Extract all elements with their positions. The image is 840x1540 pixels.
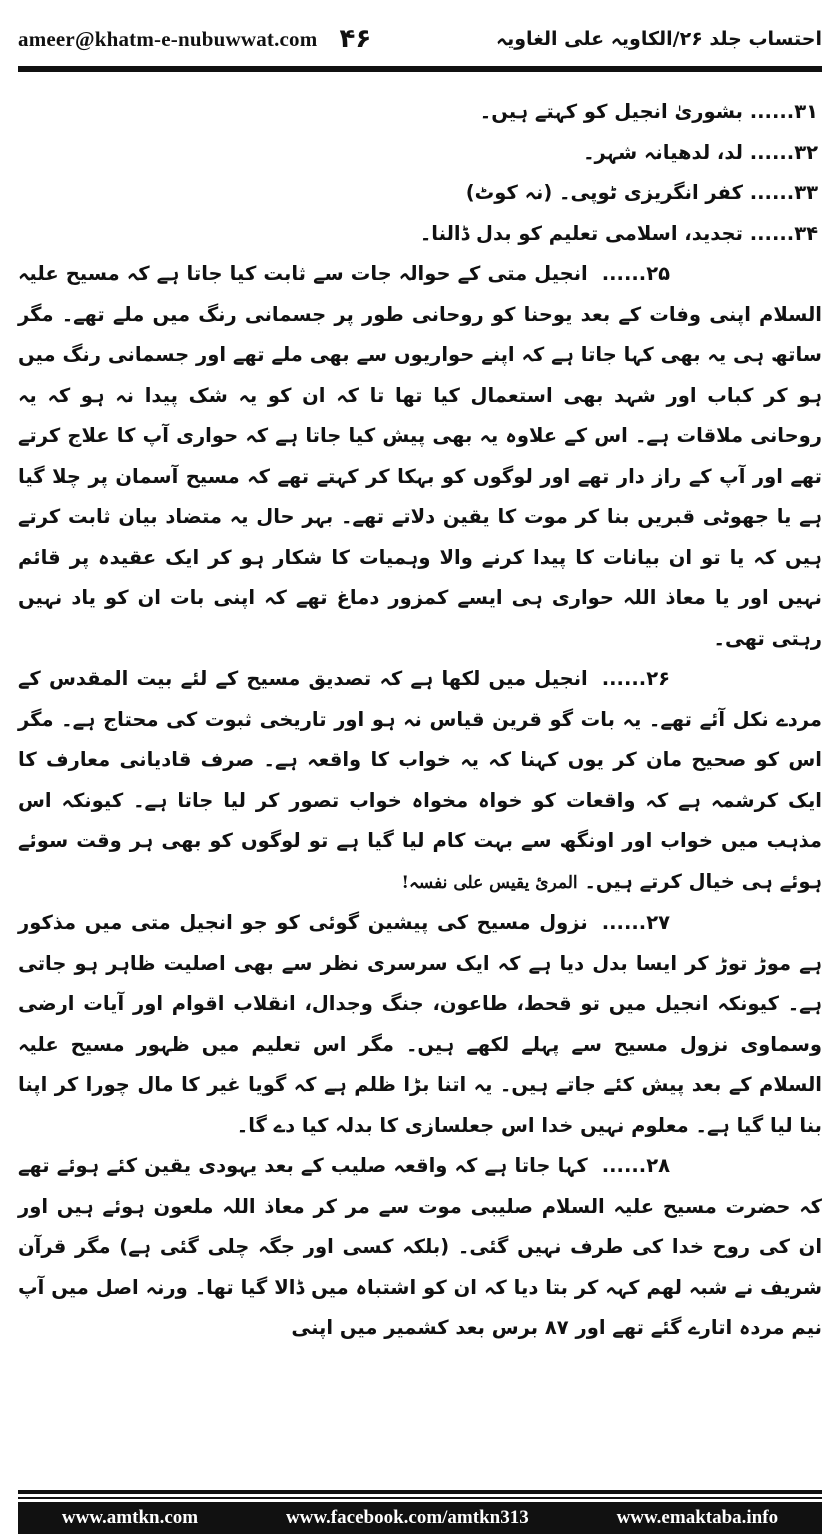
paragraph-number: ۲۶......: [601, 667, 670, 690]
item-text: لد، لدھیانہ شہر۔: [583, 140, 743, 164]
footer-rule: [18, 1490, 822, 1494]
header-left: [18, 24, 371, 54]
item-text: بشوریٰ انجیل کو کہتے ہیں۔: [479, 100, 743, 123]
page-body: [18, 92, 822, 1349]
list-item: [18, 133, 822, 174]
item-text: تجدید، اسلامی تعلیم کو بدل ڈالنا۔: [419, 221, 743, 245]
paragraph-26: [18, 659, 822, 903]
paragraph-number: ۲۷......: [601, 911, 670, 934]
footer-rule-thin: [18, 1497, 822, 1499]
list-item: [18, 214, 822, 255]
footer-link-facebook[interactable]: www.facebook.com/amtkn313: [285, 1507, 529, 1528]
paragraph-text: نزول مسیح کی پیشین گوئی کو جو انجیل متی میں مذکور ہے موڑ توڑ کر ایسا بدل دیا ہے کہ ایک سرسری نظر سے بھی اصلیت ظاہر ہو جاتی ہے۔ کیونکہ انجیل میں تو قحط، طاعون، جنگ وجدال، انقلاب اقوام اور آیات ارضی وسماوی نزول مسیح سے پہلے لکھے ہیں۔ مگر اس تعلیم میں ظہور مسیح علیہ السلام کے بعد پیش کئے جاتے ہیں۔ یہ اتنا بڑا ظلم ہے کہ گویا غیر کا مال چورا کر اپنا بنا لیا گیا ہے۔ معلوم نہیں خدا اس جعلسازی کا بدلہ کیا دے گا۔: [18, 911, 822, 1137]
page-footer: [18, 1502, 822, 1534]
page-header: [18, 18, 822, 60]
item-number: ۳۲......: [749, 140, 818, 164]
paragraph-text: انجیل متی کے حوالہ جات سے ثابت کیا جاتا ہے کہ مسیح علیہ السلام اپنی وفات کے بعد یوحنا کو روحانی طور پر جسمانی رنگ میں ملے تھے۔ مگر ساتھ ہی یہ بھی کہا جاتا ہے کہ اپنے حواریوں سے بھی ملے تھے اور جسمانی رنگ میں ہو کر کباب اور شہد بھی استعمال کیا تھا تا کہ ان کو یہ شک پیدا نہ ہو کہ یہ روحانی ملاقات ہے۔ اس کے علاوہ یہ بھی پیش کیا جاتا ہے کہ حواری آپ کا علاج کرتے تھے اور آپ کے راز دار تھے اور لوگوں کو بہکا کر کہتے تھے کہ مسیح آسمان پر چلا گیا ہے یا جھوٹی قبریں بنا کر موت کا یقین دلاتے تھے۔ بہر حال یہ متضاد بیان ثابت کرتے ہیں کہ یا تو ان بیانات کا پیدا کرنے والا وہمیات کا شکار ہو کر ایک عقیدہ پر قائم نہیں اور یا معاذ اللہ حواری ہی ایسے کمزور دماغ تھے کہ اپنی بات ان کو یاد نہیں رہتی تھی۔: [18, 262, 822, 650]
paragraph-28: [18, 1146, 822, 1349]
item-number: ۳۳......: [749, 181, 818, 204]
arabic-proverb: المرئ یقیس علی نفسہ!: [401, 872, 578, 893]
paragraph-text: انجیل میں لکھا ہے کہ تصدیق مسیح کے لئے بیت المقدس کے مردے نکل آئے تھے۔ یہ بات گو قرین قیاس نہ ہو اور تاریخی ثبوت کی محتاج ہے۔ مگر اس کو صحیح مان کر یوں کہنا کہ یہ خواب کا واقعہ ہے۔ صرف قادیانی معارف کا ایک کرشمہ ہے کہ واقعات کو خواہ مخواہ خواب تصور کر لیا جاتا ہے۔ کیونکہ اس مذہب میں خواب اور اونگھ سے بہت کام لیا گیا ہے تو لوگوں کو بھی ہر وقت سوئے ہوئے ہی خیال کرتے ہیں۔: [18, 667, 822, 893]
footer-link-emaktaba[interactable]: www.emaktaba.info: [616, 1507, 779, 1528]
header-rule: [18, 66, 822, 72]
item-number: ۳۱......: [749, 100, 818, 123]
item-text: کفر انگریزی ٹوپی۔ (نہ کوٹ): [465, 181, 743, 204]
list-item: [18, 92, 822, 133]
paragraph-25: [18, 254, 822, 659]
page-number: ۴۶: [339, 24, 372, 54]
running-title: احتساب جلد ۲۶/الکاویہ علی الغاویہ: [495, 28, 822, 50]
header-email[interactable]: ameer@khatm-e-nubuwwat.com: [18, 26, 318, 51]
paragraph-text: کہا جاتا ہے کہ واقعہ صلیب کے بعد یہودی یقین کئے ہوئے تھے کہ حضرت مسیح علیہ السلام صلیبی موت سے مر کر معاذ اللہ ملعون ہوئے ہیں اور ان کی روح خدا کی طرف نہیں گئی۔ (بلکہ کسی اور جگہ چلی گئی ہے) مگر قرآن شریف نے شبہ لھم کہہ کر بتا دیا کہ ان کو اشتباہ میں ڈالا گیا تھا۔ ورنہ اصل میں آپ نیم مردہ اتارے گئے تھے اور ۸۷ برس بعد کشمیر میں اپنی: [18, 1154, 822, 1339]
list-item: [18, 173, 822, 214]
paragraph-27: [18, 903, 822, 1146]
paragraph-number: ۲۸......: [601, 1154, 670, 1177]
paragraph-number: ۲۵......: [601, 262, 670, 285]
item-number: ۳۴......: [749, 221, 818, 245]
footer-link-amtkn[interactable]: www.amtkn.com: [61, 1507, 199, 1528]
